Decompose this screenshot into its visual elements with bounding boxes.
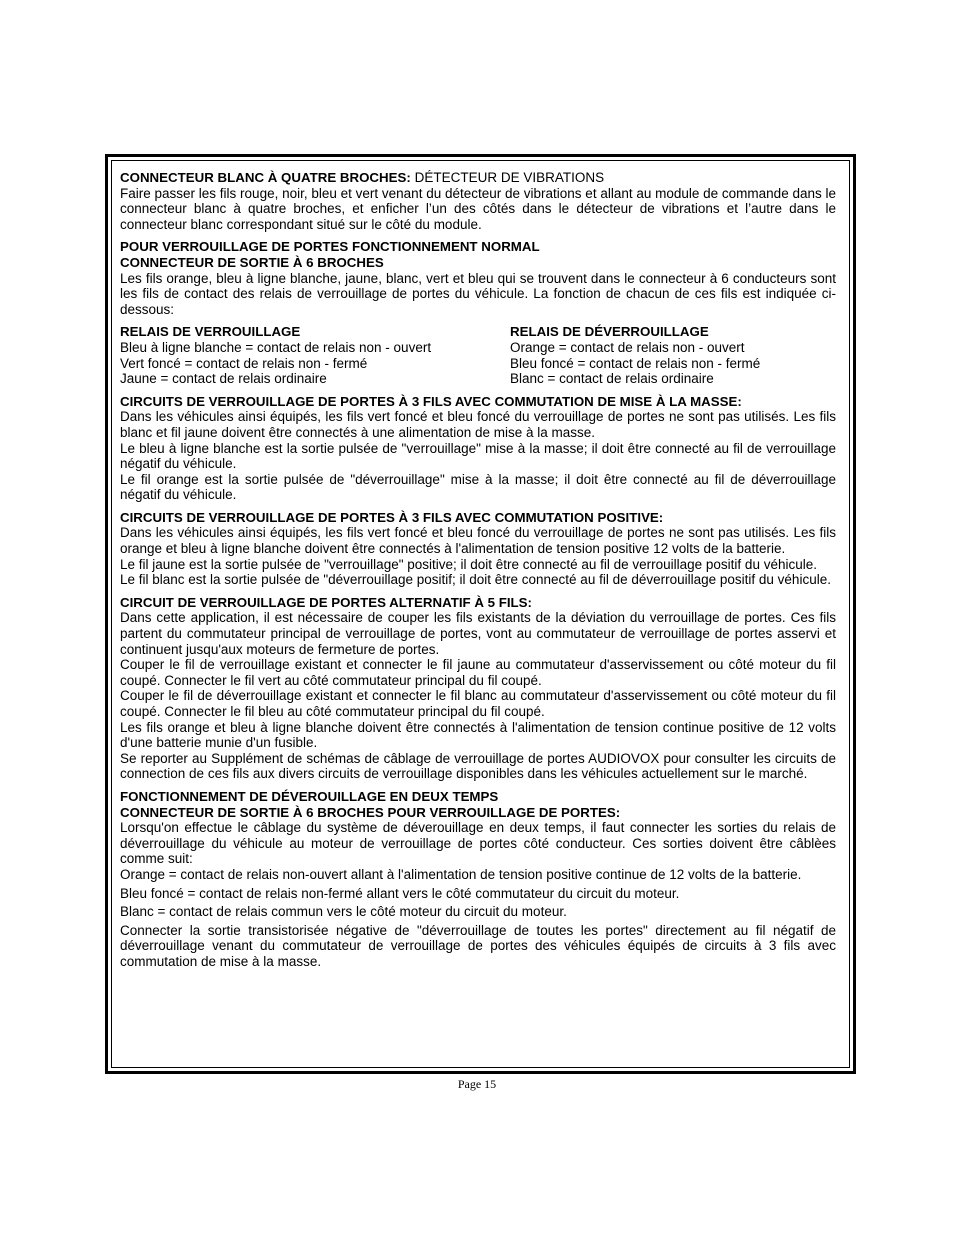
- page-number: Page 15: [457, 1077, 497, 1091]
- section-5wire-alternate: [120, 595, 836, 782]
- unlock-relay-line: Bleu foncé = contact de relais non - fermé: [510, 355, 761, 371]
- relay-columns: [120, 324, 836, 386]
- section-heading: CIRCUITS DE VERROUILLAGE DE PORTES À 3 FILS AVEC COMMUTATION DE MISE À LA MASSE:: [120, 393, 742, 409]
- section-vibration-connector: [120, 170, 836, 232]
- section-heading: CIRCUIT DE VERROUILLAGE DE PORTES ALTERNATIF À 5 FILS:: [120, 594, 532, 610]
- section-paragraph: Le fil blanc est la sortie pulsée de "déverrouillage positif; il doit être connecté au fil de déverrouillage positif du véhicule.: [120, 572, 831, 588]
- lock-relay-line: Jaune = contact de relais ordinaire: [120, 371, 327, 387]
- section-3wire-positive: [120, 510, 836, 588]
- section-paragraph: Les fils orange et bleu à ligne blanche doivent être connectés à l'alimentation de tension continue positive de 12 volts d'une batterie munie d'un fusible.: [120, 719, 836, 751]
- section-body: Faire passer les fils rouge, noir, bleu et vert venant du détecteur de vibrations et allant au module de commande dans le connecteur blanc à quatre broches, et enficher l’un des côtés dans le détecteur de vibrations et l’autre dans le connecteur blanc correspondant situé sur le côté du module.: [120, 185, 836, 232]
- section-heading: POUR VERROUILLAGE DE PORTES FONCTIONNEMENT NORMAL: [120, 239, 540, 255]
- section-paragraph: Orange = contact de relais non-ouvert allant à l'alimentation de tension positive continue de 12 volts de la batterie.: [120, 866, 802, 882]
- section-paragraph: Le fil jaune est la sortie pulsée de "verrouillage" positive; il doit être connecté au fil de verrouillage positif du véhicule.: [120, 556, 817, 572]
- section-subheading: CONNECTEUR DE SORTIE À 6 BROCHES POUR VERROUILLAGE DE PORTES:: [120, 804, 621, 820]
- section-paragraph: Le fil orange est la sortie pulsée de "déverrouillage" mise à la masse; il doit être connecté au fil de déverrouillage négatif du véhicule.: [120, 471, 836, 503]
- section-paragraph: Lorsqu'on effectue le câblage du système de déverouillage en deux temps, il faut connecter les sorties du relais de déverrouillage du véhicule au moteur de verrouillage de portes côté conducteur. Ces sorties doivent être câblèes comme suit:: [120, 820, 836, 867]
- section-paragraph: Dans les véhicules ainsi équipés, les fils vert foncé et bleu foncé du verrouillage de portes ne sont pas utilisés. Les fils blanc et fil jaune doivent être connectés à une alimentation de mise à la masse.: [120, 409, 836, 440]
- unlock-relay-line: Orange = contact de relais non - ouvert: [510, 339, 745, 355]
- section-paragraph: Blanc = contact de relais commun vers le côté moteur du circuit du moteur.: [120, 904, 567, 920]
- unlock-relay-column: [510, 324, 836, 386]
- section-paragraph: Dans les véhicules ainsi équipés, les fils vert foncé et bleu foncé du verrouillage de portes ne sont pas utilisés. Les fils orange et bleu à ligne blanche doivent être connectés à l'alimentation de tension positive 12 volts de la batterie.: [120, 525, 836, 557]
- section-normal-door-lock: [120, 239, 836, 317]
- lock-relay-line: Vert foncé = contact de relais non - fermé: [120, 355, 368, 371]
- unlock-relay-line: Blanc = contact de relais ordinaire: [510, 371, 714, 387]
- document-content: [120, 170, 836, 977]
- section-paragraph: Se reporter au Supplément de schémas de câblage de verrouillage de portes AUDIOVOX pour consulter les circuits de connection de ces fils aux divers circuits de verrouillage disponibles dans les véhicules actuellement sur le marché.: [120, 750, 836, 782]
- section-heading: CIRCUITS DE VERROUILLAGE DE PORTES À 3 FILS AVEC COMMUTATION POSITIVE:: [120, 509, 664, 525]
- section-subheading: CONNECTEUR DE SORTIE À 6 BROCHES: [120, 254, 384, 270]
- section-paragraph: Couper le fil de verrouillage existant et connecter le fil jaune au commutateur d'asservissement ou côté moteur du fil coupé. Connecter le fil vert au côté commutateur principal du fil coupé.: [120, 657, 836, 688]
- section-paragraph: Dans cette application, il est nécessaire de couper les fils existants de la déviation du verrouillage de portes. Ces fils partent du commutateur principal de verrouillage de portes, vont au commutateur de verrouillage de portes asservi et continuent jusqu'aux moteurs de fermeture de portes.: [120, 610, 836, 657]
- section-paragraph: Bleu foncé = contact de relais non-fermé allant vers le côté commutateur du circuit du moteur.: [120, 885, 680, 901]
- section-paragraph: Connecter la sortie transistorisée négative de "déverrouillage de toutes les portes" directement au fil négatif de déverrouillage venant du commutateur de verrouillage de portes des véhicules équipés de circuits à 3 fils avec commutation de mise à la masse.: [120, 922, 836, 969]
- lock-relay-title: RELAIS DE VERROUILLAGE: [120, 324, 301, 340]
- section-paragraph: Le bleu à ligne blanche est la sortie pulsée de "verrouillage" mise à la masse; il doit être connecté au fil de verrouillage négatif du véhicule.: [120, 440, 836, 472]
- unlock-relay-title: RELAIS DE DÉVERROUILLAGE: [510, 324, 709, 340]
- lock-relay-column: [120, 324, 510, 386]
- section-paragraph: Couper le fil de déverrouillage existant et connecter le fil blanc au commutateur d'asservissement ou côté moteur du fil coupé. Connecter le fil bleu au côté commutateur principal du fil coupé.: [120, 688, 836, 719]
- section-3wire-ground: [120, 394, 836, 503]
- section-heading: CONNECTEUR BLANC À QUATRE BROCHES: DÉTECTEUR DE VIBRATIONS: [120, 170, 605, 185]
- lock-relay-line: Bleu à ligne blanche = contact de relais non - ouvert: [120, 339, 432, 355]
- section-two-step-unlock: [120, 789, 836, 970]
- section-body: Les fils orange, bleu à ligne blanche, jaune, blanc, vert et bleu qui se trouvent dans le connecteur à 6 conducteurs sont les fils de contact des relais de verrouillage de portes du véhicule. La fonction de chacun de ces fils est indiquée ci-dessous:: [120, 270, 836, 317]
- section-heading: FONCTIONNEMENT DE DÉVEROUILLAGE EN DEUX TEMPS: [120, 788, 499, 804]
